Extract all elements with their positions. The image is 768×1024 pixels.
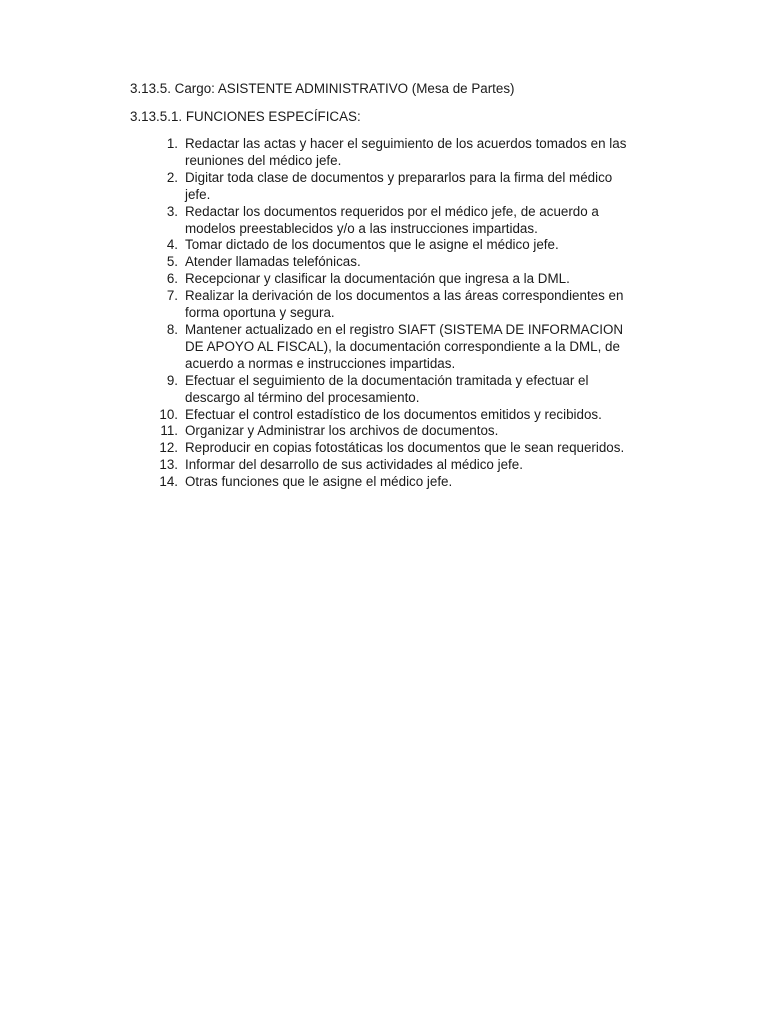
list-item-number: 9. — [166, 372, 178, 388]
list-item — [130, 254, 630, 271]
list-item — [130, 136, 630, 170]
list-item-text: Mantener actualizado en el registro SIAFT (SISTEMA DE INFORMACION DE APOYO AL FISCAL), la documentación correspondiente a la DML, de acuerdo a normas e instrucciones impartidas. — [185, 321, 624, 371]
list-item-text: Tomar dictado de los documentos que le asigne el médico jefe. — [185, 237, 559, 253]
list-item-number: 8. — [166, 321, 178, 337]
list-item-text: Recepcionar y clasificar la documentación que ingresa a la DML. — [185, 271, 570, 287]
list-item — [130, 407, 630, 424]
list-item — [130, 373, 630, 407]
list-item — [130, 271, 630, 288]
list-item-number: 7. — [166, 288, 178, 304]
list-item-text: Digitar toda clase de documentos y prepararlos para la firma del médico jefe. — [185, 169, 613, 202]
list-item — [130, 474, 630, 491]
list-item-text: Efectuar el control estadístico de los documentos emitidos y recibidos. — [185, 406, 602, 422]
list-item-number: 13. — [159, 457, 178, 473]
list-item-text: Efectuar el seguimiento de la documentación tramitada y efectuar el descargo al término del procesamiento. — [185, 372, 589, 405]
list-item-text: Organizar y Administrar los archivos de documentos. — [185, 423, 499, 439]
document-body — [130, 80, 630, 491]
list-item-number: 10. — [159, 406, 178, 422]
list-item — [130, 457, 630, 474]
heading-cargo: 3.13.5. Cargo: ASISTENTE ADMINISTRATIVO (Mesa de Partes) — [130, 81, 515, 96]
list-item-number: 6. — [166, 271, 178, 287]
list-item-text: Redactar las actas y hacer el seguimiento de los acuerdos tomados en las reuniones del médico jefe. — [185, 136, 627, 168]
list-item-number: 14. — [159, 474, 178, 490]
list-item — [130, 322, 630, 373]
list-item-number: 11. — [160, 423, 178, 439]
list-item — [130, 440, 630, 457]
heading-funciones: 3.13.5.1. FUNCIONES ESPECÍFICAS: — [130, 109, 361, 124]
list-item — [130, 423, 630, 440]
list-item-number: 1. — [166, 136, 178, 151]
list-item-text: Atender llamadas telefónicas. — [185, 254, 361, 270]
list-item — [130, 204, 630, 238]
list-item — [130, 288, 630, 322]
list-item-text: Redactar los documentos requeridos por el médico jefe, de acuerdo a modelos preestablecidos y/o a las instrucciones impartidas. — [185, 203, 599, 236]
list-item-number: 5. — [166, 254, 178, 270]
list-item-text: Realizar la derivación de los documentos a las áreas correspondientes en forma oportuna y segura. — [185, 288, 624, 321]
list-item — [130, 237, 630, 254]
list-item-text: Informar del desarrollo de sus actividades al médico jefe. — [185, 457, 523, 473]
list-item-number: 2. — [166, 169, 178, 185]
list-item-text: Otras funciones que le asigne el médico jefe. — [185, 474, 453, 490]
list-item — [130, 170, 630, 204]
functions-list — [130, 136, 630, 491]
list-item-number: 3. — [166, 203, 178, 219]
list-item-text: Reproducir en copias fotostáticas los documentos que le sean requeridos. — [185, 440, 625, 456]
list-item-number: 4. — [166, 237, 178, 253]
list-item-number: 12. — [159, 440, 178, 456]
